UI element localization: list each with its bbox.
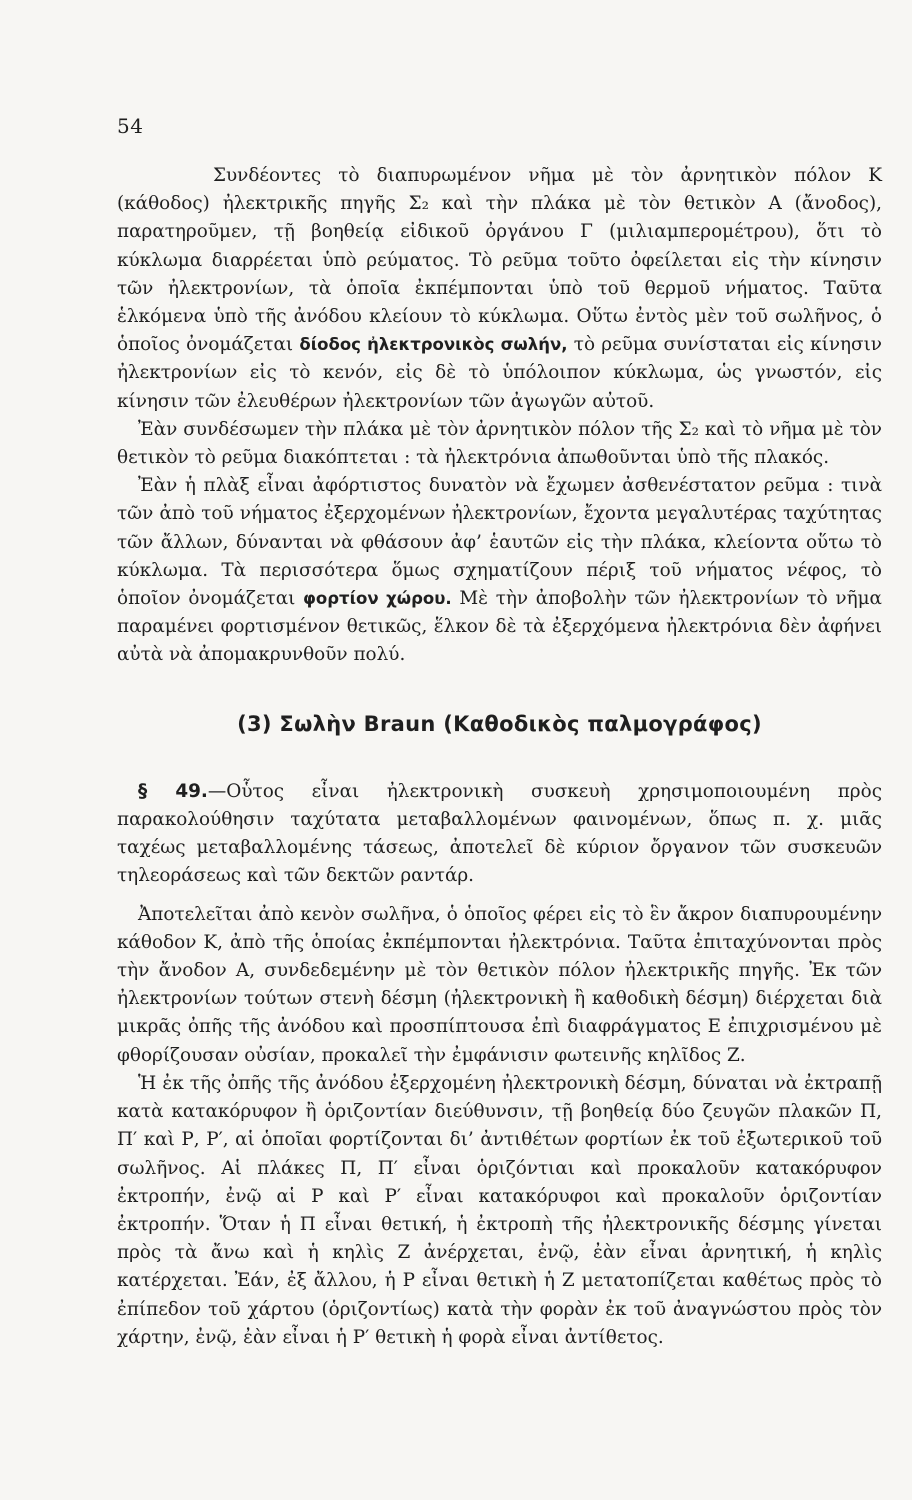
paragraph-3-text-a: Ἐὰν ἡ πλὰξ εἶναι ἀφόρτιστος δυνατὸν νὰ ἔχωμεν ἀσθενέστατον ρεῦμα : τινὰ τῶν ἀπὸ τοῦ νήματος ἐξερχομένων ἠλεκτρονίων, ἔχοντα μεγαλυτέρας ταχύτητας τῶν ἄλλων, δύνανται νὰ φθάσουν ἀφ’ ἑαυτῶν εἰς τὴν πλάκα, κλείοντα οὕτω τὸ κύκλωμα. Τὰ περισσότερα ὅμως σχηματίζουν πέριξ τοῦ νήματος νέφος, τὸ ὁποῖον ὀνομάζεται [117,475,882,610]
term-space-charge: φορτίον χώρου. [303,589,452,609]
paragraph-4 [117,778,882,891]
paragraph-5: Ἀποτελεῖται ἀπὸ κενὸν σωλῆνα, ὁ ὁποῖος φέρει εἰς τὸ ἓν ἄκρον διαπυρουμένην κάθοδον Κ, ἀπὸ τῆς ὁποίας ἐκπέμπονται ἠλεκτρόνια. Ταῦτα ἐπιταχύνονται πρὸς τὴν ἄνοδον Α, συνδεδεμένην μὲ τὸν θετικὸν πόλον ἠλεκτρικῆς πηγῆς. Ἐκ τῶν ἠλεκτρονίων τούτων στενὴ δέσμη (ἠλεκτρονικὴ ἢ καθοδικὴ δέσμη) διέρχεται διὰ μικρᾶς ὀπῆς τῆς ἀνόδου καὶ προσπίπτουσα ἐπὶ διαφράγματος Ε ἐπιχρισμένου μὲ φθορίζουσαν οὐσίαν, προκαλεῖ τὴν ἐμφάνισιν φωτεινῆς κηλῖδος Ζ. [117,903,882,1066]
page-number: 54 [117,114,144,138]
paragraph-2: Ἐὰν συνδέσωμεν τὴν πλάκα μὲ τὸν ἀρνητικὸν πόλον τῆς Σ₂ καὶ τὸ νῆμα μὲ τὸν θετικὸν τὸ ρεῦμα διακόπτεται : τὰ ἠλεκτρόνια ἀπωθοῦνται ὑπὸ τῆς πλακός. [117,418,882,469]
section-mark: § 49. [138,780,208,802]
paragraph-4-text: —Οὗτος εἶναι ἠλεκτρονικὴ συσκευὴ χρησιμοποιουμένη πρὸς παρακολούθησιν ταχύτατα μεταβαλλομένων φαινομένων, ὅπως π. χ. μιᾶς ταχέως μεταβαλλομένης τάσεως, ἀποτελεῖ δὲ κύριον ὄργανον τῶν συσκευῶν τηλεοράσεως καὶ τῶν δεκτῶν ραντάρ. [117,780,882,887]
paragraph-1-text-a: Συνδέοντες τὸ διαπυρωμένον νῆμα μὲ τὸν ἀρνητικὸν πόλον Κ (κάθοδος) ἠλεκτρικῆς πηγῆς Σ₂ καὶ τὴν πλάκα μὲ τὸν θετικὸν Α (ἄνοδος), παρατηροῦμεν, τῇ βοηθείᾳ εἰδικοῦ ὀργάνου Γ (μιλιαμπερομέτρου), ὅτι τὸ κύκλωμα διαρρέεται ὑπὸ ρεύματος. Τὸ ρεῦμα τοῦτο ὀφείλεται εἰς τὴν κίνησιν τῶν ἠλεκτρονίων, τὰ ὁποῖα ἐκπέμπονται ὑπὸ τοῦ θερμοῦ νήματος. Ταῦτα ἑλκόμενα ὑπὸ τῆς ἀνόδου κλείουν τὸ κύκλωμα. Οὕτω ἐντὸς μὲν τοῦ σωλῆνος, ὁ ὁποῖος ὀνομάζεται [117,165,882,356]
paragraph-3 [117,472,882,669]
paragraph-1-text-b: τὸ ρεῦμα συνίσταται εἰς κίνησιν ἠλεκτρονίων εἰς τὸ κενόν, εἰς δὲ τὸ ὑπόλοιπον κύκλωμα, ὡς γνωστόν, εἰς κίνησιν τῶν ἐλευθέρων ἠλεκτρονίων τῶν ἀγωγῶν αὐτοῦ. [117,334,882,412]
section-heading: (3) Σωλὴν Braun (Καθοδικὸς παλμογράφος) [237,711,762,736]
paragraph-3-text-b: Μὲ τὴν ἀποβολὴν τῶν ἠλεκτρονίων τὸ νῆμα παραμένει φορτισμένον θετικῶς, ἕλκον δὲ τὰ ἐξερχόμενα ἠλεκτρόνια δὲν ἀφήνει αὐτὰ νὰ ἀπομακρυνθοῦν πολύ. [117,588,882,666]
paragraph-6: Ἡ ἐκ τῆς ὀπῆς τῆς ἀνόδου ἐξερχομένη ἠλεκτρονικὴ δέσμη, δύναται νὰ ἐκτραπῇ κατὰ κατακόρυφον ἢ ὁριζοντίαν διεύθυνσιν, τῇ βοηθείᾳ δύο ζευγῶν πλακῶν Π, Π′ καὶ Ρ, Ρ′, αἱ ὁποῖαι φορτίζονται δι’ ἀντιθέτων φορτίων ἐκ τοῦ ἐξωτερικοῦ τοῦ σωλῆνος. Αἱ πλάκες Π, Π′ εἶναι ὁριζόντιαι καὶ προκαλοῦν κατακόρυφον ἐκτροπήν, ἐνῷ αἱ Ρ καὶ Ρ′ εἶναι κατακόρυφοι καὶ προκαλοῦν ὁριζοντίαν ἐκτροπήν. Ὅταν ἡ Π εἶναι θετική, ἡ ἐκτροπὴ τῆς ἠλεκτρονικῆς δέσμης γίνεται πρὸς τὰ ἄνω καὶ ἡ κηλὶς Ζ ἀνέρχεται, ἐνῷ, ἐὰν εἶναι ἀρνητική, ἡ κηλὶς κατέρχεται. Ἐάν, ἐξ ἄλλου, ἡ Ρ εἶναι θετικὴ ἡ Ζ μετατοπίζεται καθέτως πρὸς τὸ ἐπίπεδον τοῦ χάρτου (ὁριζοντίως) κατὰ τὴν φορὰν ἐκ τοῦ ἀναγνώστου πρὸς τὸν χάρτην, ἐνῷ, ἐὰν εἶναι ἡ Ρ′ θετικὴ ἡ φορὰ εἶναι ἀντίθετος. [117,1072,882,1348]
term-diode-tube: δίοδος ἠλεκτρονικὸς σωλήν, [299,335,568,355]
body-text [117,162,882,1352]
paragraph-1 [117,162,882,416]
